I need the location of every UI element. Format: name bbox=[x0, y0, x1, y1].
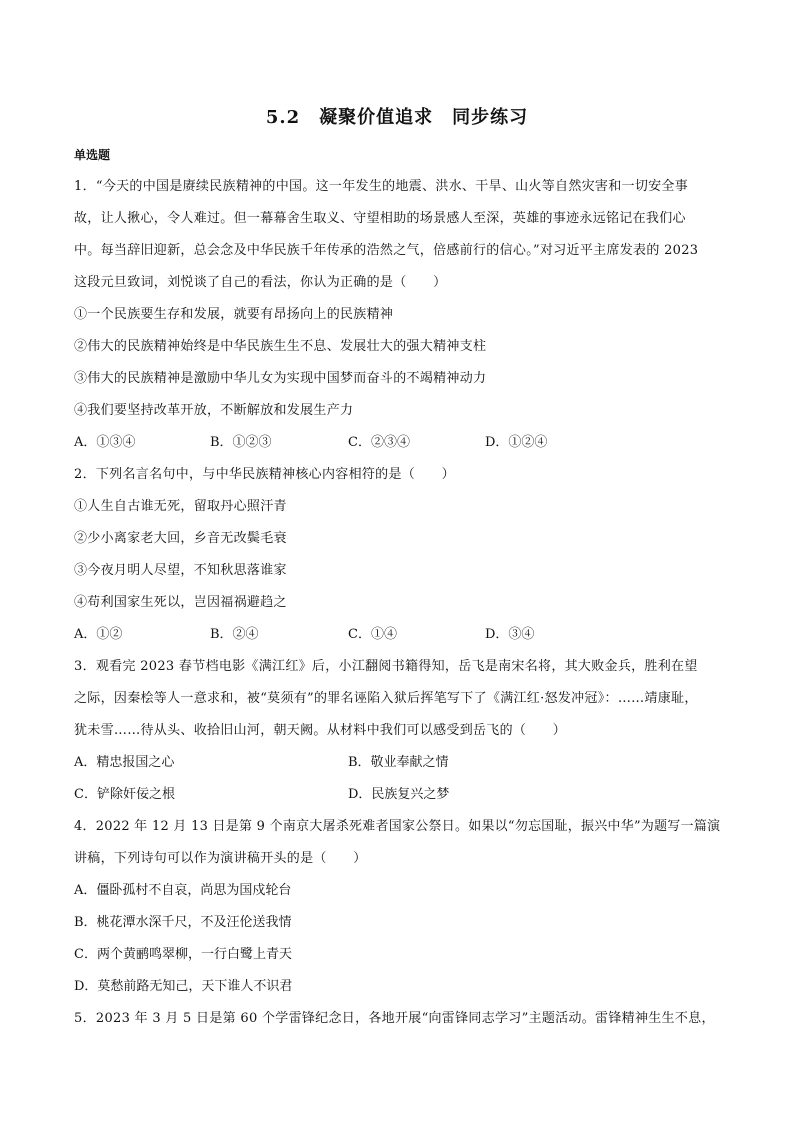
question-3-line-1: 3．观看完 2023 春节档电影《满江红》后，小江翻阅书籍得知，岳飞是南宋名将，其大败金兵，胜利在望 bbox=[74, 659, 698, 674]
question-2-option-a: A．①② bbox=[74, 627, 123, 642]
question-1-option-d: D．①②④ bbox=[485, 435, 548, 450]
question-1-statement-2: ②伟大的民族精神始终是中华民族生生不息、发展壮大的强大精神支柱 bbox=[74, 339, 487, 354]
question-1-option-c: C．②③④ bbox=[348, 435, 410, 450]
question-2-statement-4: ④苟利国家生死以，岂因福祸避趋之 bbox=[74, 595, 287, 610]
question-1-statement-1: ①一个民族要生存和发展，就要有昂扬向上的民族精神 bbox=[74, 307, 394, 322]
question-4-line-2: 讲稿，下列诗句可以作为演讲稿开头的是（ ） bbox=[74, 851, 367, 866]
question-4-line-1: 4．2022 年 12 月 13 日是第 9 个南京大屠杀死难者国家公祭日。如果以“勿忘国耻，振兴中华”为题写一篇演 bbox=[74, 819, 721, 834]
question-3-option-d: D．民族复兴之梦 bbox=[348, 787, 450, 802]
question-2-option-c: C．①④ bbox=[348, 627, 397, 642]
question-2-option-b: B．②④ bbox=[210, 627, 259, 642]
question-1-line-4: 这段元旦致词，刘悦谈了自己的看法，你认为正确的是（ ） bbox=[74, 275, 447, 290]
question-3-option-b: B．敬业奉献之情 bbox=[348, 755, 449, 770]
question-3-option-a: A．精忠报国之心 bbox=[74, 755, 175, 770]
question-4-option-a: A．僵卧孤村不自哀，尚思为国戍轮台 bbox=[74, 883, 292, 898]
question-4-option-d: D．莫愁前路无知己，天下谁人不识君 bbox=[74, 979, 293, 994]
question-1-statement-3: ③伟大的民族精神是激励中华儿女为实现中国梦而奋斗的不竭精神动力 bbox=[74, 371, 487, 386]
question-2-statement-3: ③今夜月明人尽望，不知秋思落谁家 bbox=[74, 563, 287, 578]
question-2-option-d: D．③④ bbox=[485, 627, 535, 642]
question-2-statement-1: ①人生自古谁无死，留取丹心照汗青 bbox=[74, 499, 287, 514]
worksheet-title: 5.2 凝聚价值追求 同步练习 bbox=[265, 107, 529, 128]
question-3-line-2: 之际，因秦桧等人一意求和，被“莫须有”的罪名诬陷入狱后挥笔写下了《满江红·怒发冲冠》：……靖康耻， bbox=[74, 691, 698, 706]
section-heading: 单选题 bbox=[74, 148, 111, 162]
question-1-option-b: B．①②③ bbox=[210, 435, 272, 450]
question-2-line-1: 2．下列名言名句中，与中华民族精神核心内容相符的是（ ） bbox=[74, 467, 455, 482]
question-2-statement-2: ②少小离家老大回，乡音无改鬓毛衰 bbox=[74, 531, 287, 546]
question-4-option-b: B．桃花潭水深千尺，不及汪伦送我情 bbox=[74, 915, 292, 930]
question-3-line-3: 犹未雪……待从头、收拾旧山河，朝天阙。从材料中我们可以感受到岳飞的（ ） bbox=[74, 723, 567, 738]
question-5-line-1: 5．2023 年 3 月 5 日是第 60 个学雷锋纪念日，各地开展“向雷锋同志学习”主题活动。雷锋精神生生不息， bbox=[74, 1011, 715, 1026]
question-3-option-c: C．铲除奸佞之根 bbox=[74, 787, 175, 802]
question-1-line-1: 1．“今天的中国是赓续民族精神的中国。这一年发生的地震、洪水、干旱、山火等自然灾害和一切安全事 bbox=[74, 179, 689, 194]
question-1-option-a: A．①③④ bbox=[74, 435, 136, 450]
question-4-option-c: C．两个黄鹂鸣翠柳，一行白鹭上青天 bbox=[74, 947, 292, 962]
question-1-statement-4: ④我们要坚持改革开放，不断解放和发展生产力 bbox=[74, 403, 354, 418]
question-1-line-2: 故，让人揪心，令人难过。但一幕幕舍生取义、守望相助的场景感人至深，英雄的事迹永远铭记在我们心 bbox=[74, 211, 686, 226]
question-1-line-3: 中。每当辞旧迎新，总会念及中华民族千年传承的浩然之气，倍感前行的信心。”对习近平主席发表的 2023 bbox=[74, 243, 699, 258]
